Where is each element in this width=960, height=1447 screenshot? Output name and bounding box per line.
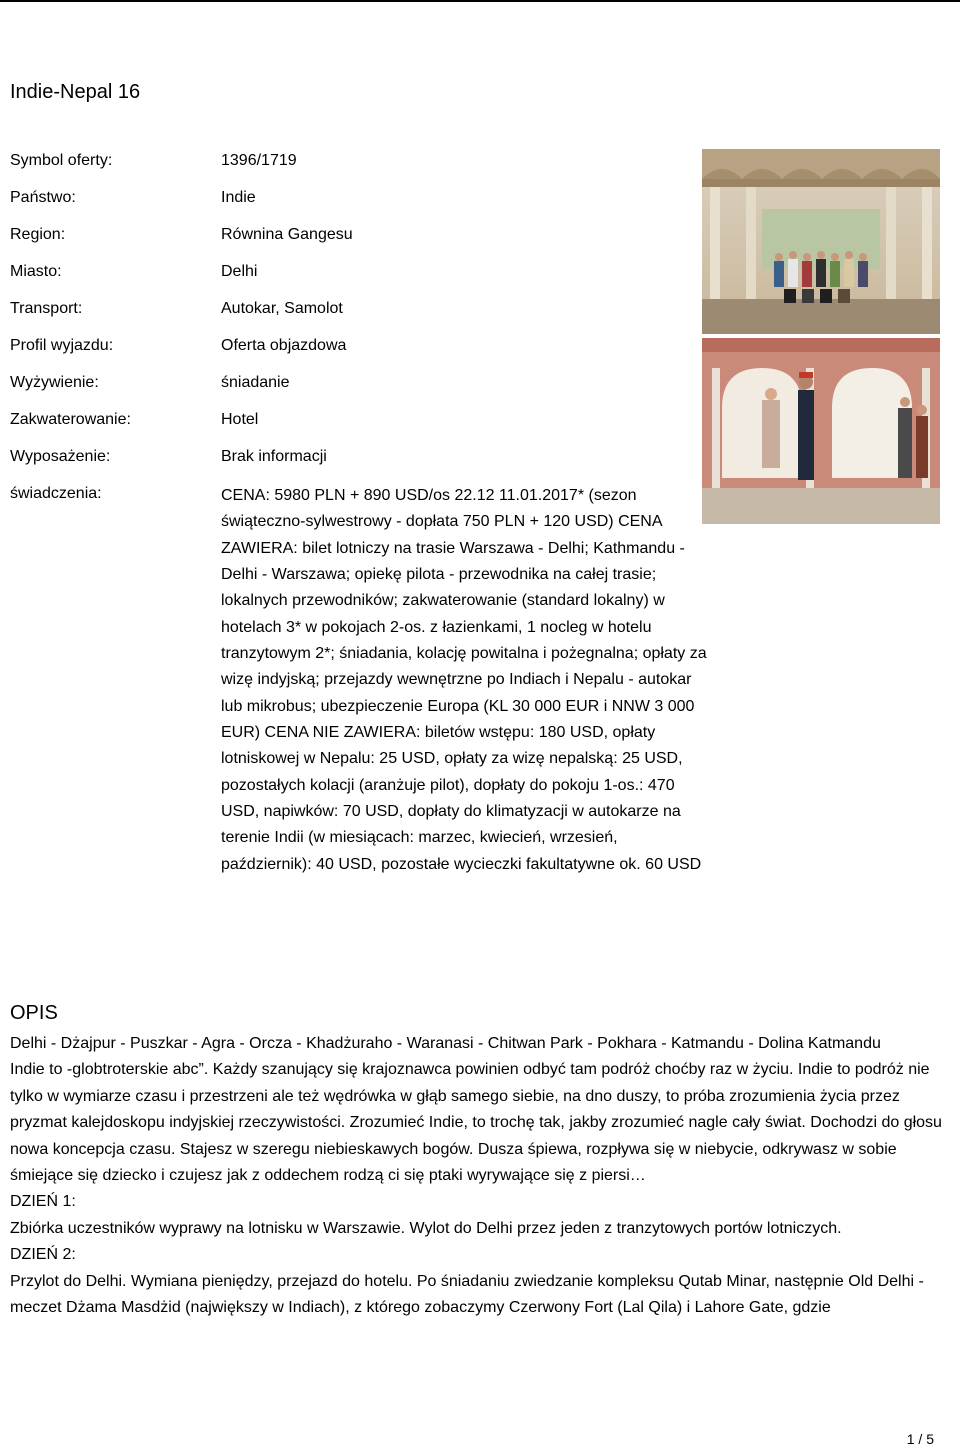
- day-2-heading: DZIEŃ 2:: [10, 1246, 76, 1264]
- spec-row: [10, 335, 700, 372]
- spec-label: Wyposażenie:: [10, 448, 111, 465]
- offer-title: Indie-Nepal 16: [10, 81, 141, 103]
- description-section: [10, 1031, 950, 1321]
- spec-value: śniadanie: [221, 374, 290, 391]
- spec-row: [10, 446, 700, 483]
- intro-text: Indie to -globtroterskie abc”. Każdy szanujący się krajoznawca powinien odbyć tam podróż choćby raz w życiu. Indie to podróż nie tylko w wymiarze czasu i przestrzeni ale też wędrówka w głąb samego siebie, na dno duszy, to próba zrozumienia życia przez pryzmat kalejdoskopu indyjskiej rzeczywistości. Zrozumieć Indie, to trochę tak, jakby zrozumieć nagle cały świat. Dochodzi do głosu nowa koncepcja czasu. Stajesz w szeregu niebieskawych bogów. Dusza śpiewa, rozpływa się w niebycie, odkrywasz w sobie śmiejące się dziecko i czujesz jak z oddechem rodzą ci się ptaki wyrywające się z piersi…: [10, 1061, 942, 1185]
- day-2-text: Przylot do Delhi. Wymiana pieniędzy, przejazd do hotelu. Po śniadaniu zwiedzanie kompleksu Qutab Minar, następnie Old Delhi - meczet Dżama Masdżid (największy w Indiach), z którego zobaczymy Czerwony Fort (Lal Qila) i Lahore Gate, gdzie: [10, 1272, 924, 1317]
- spec-value: Indie: [221, 189, 256, 206]
- spec-label: Profil wyjazdu:: [10, 337, 114, 354]
- spec-value: Hotel: [221, 411, 259, 428]
- spec-value: Brak informacji: [221, 448, 327, 465]
- spec-value: Równina Gangesu: [221, 226, 353, 243]
- spec-value: Oferta objazdowa: [221, 337, 347, 354]
- description-heading: OPIS: [10, 1002, 58, 1024]
- spec-label: Transport:: [10, 300, 83, 317]
- spec-row: [10, 298, 700, 335]
- spec-row: [10, 150, 700, 187]
- spec-row: [10, 261, 700, 298]
- spec-label: Wyżywienie:: [10, 374, 99, 391]
- services-text: CENA: 5980 PLN + 890 USD/os 22.12 11.01.2017* (sezon świąteczno-sylwestrowy - dopłata 750 PLN + 120 USD) CENA ZAWIERA: bilet lotniczy na trasie Warszawa - Delhi; Kathmandu - Delhi - Warszawa; opiekę pilota - przewodnika na całej trasie; lokalnych przewodników; zakwaterowanie (standard lokalny) w hotelach 3* w pokojach 2-os. z łazienkami, 1 nocleg w hotelu tranzytowym 2*; śniadania, kolację powitalna i pożegnalna; opłaty za wizę indyjską; przejazdy wewnętrzne po Indiach i Nepalu - autokar lub mikrobus; ubezpieczenie Europa (KL 30 000 EUR i NNW 3 000 EUR) CENA NIE ZAWIERA: biletów wstępu: 180 USD, opłaty lotniskowej w Nepalu: 25 USD, opłaty za wizę nepalską: 25 USD, pozostałych kolacji (aranżuje pilot), dopłaty do pokoju 1-os.: 470 USD, napiwków: 70 USD, dopłaty do klimatyzacji w autokarze na terenie Indii (w miesiącach: marzec, kwiecień, wrzesień, październik): 40 USD, pozostałe wycieczki fakultatywne ok. 60 USD: [221, 487, 707, 873]
- spec-label: Państwo:: [10, 189, 76, 206]
- spec-label: Miasto:: [10, 263, 62, 280]
- day-1-heading: DZIEŃ 1:: [10, 1193, 76, 1211]
- spec-row: [10, 224, 700, 261]
- spec-label: Symbol oferty:: [10, 152, 113, 169]
- spec-value: Autokar, Samolot: [221, 300, 343, 317]
- palace-hall-photo: [702, 338, 940, 524]
- tour-group-photo: [702, 149, 940, 334]
- spec-label: Region:: [10, 226, 66, 243]
- spec-row: [10, 187, 700, 224]
- spec-value: 1396/1719: [221, 152, 297, 169]
- services-label: świadczenia:: [10, 485, 102, 502]
- page-number: 1 / 5: [906, 1431, 934, 1447]
- spec-row: [10, 409, 700, 446]
- day-1-text: Zbiórka uczestników wyprawy na lotnisku w Warszawie. Wylot do Delhi przez jeden z tranzytowych portów lotniczych.: [10, 1219, 842, 1237]
- route-text: Delhi - Dżajpur - Puszkar - Agra - Orcza - Khadżuraho - Waranasi - Chitwan Park - Pokhara - Katmandu - Dolina Katmandu: [10, 1035, 881, 1052]
- top-rule: [0, 0, 960, 2]
- offer-specs: [10, 150, 700, 483]
- spec-value: Delhi: [221, 263, 258, 280]
- services-section: [10, 483, 710, 878]
- spec-label: Zakwaterowanie:: [10, 411, 131, 428]
- spec-row: [10, 372, 700, 409]
